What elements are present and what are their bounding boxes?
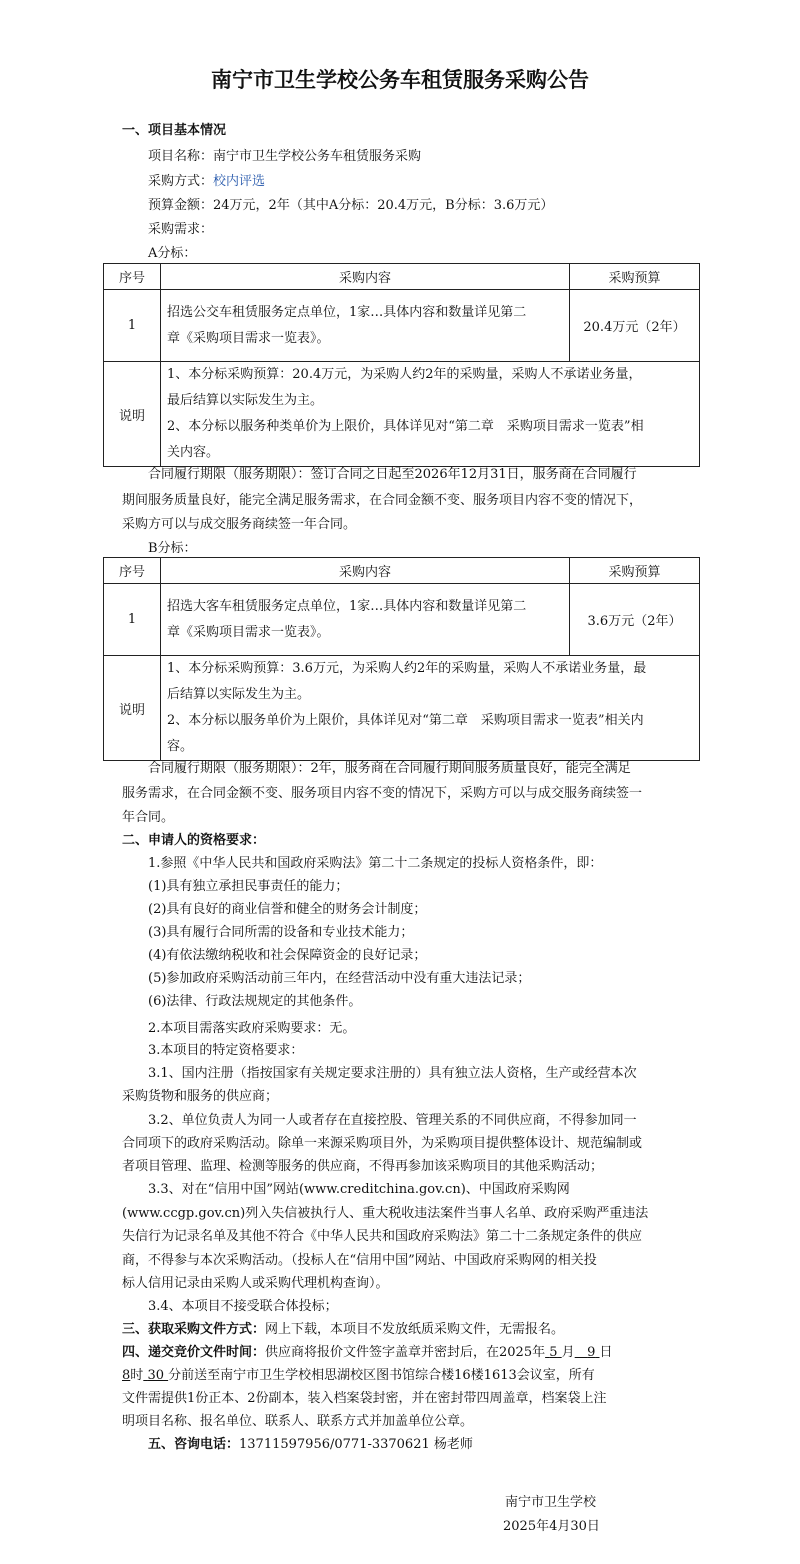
row-budget: 3.6万元（2年） — [570, 584, 700, 656]
table-header-row — [104, 264, 700, 290]
lot-b-label: B分标： — [148, 541, 197, 556]
method-value: 校内评选 — [213, 174, 266, 189]
project-name: 项目名称：南宁市卫生学校公务车租赁服务采购 — [148, 149, 422, 164]
section2-heading: 二、申请人的资格要求： — [122, 833, 266, 848]
lot-b-period-line: 合同履行期限（服务期限）：2年，服务商在合同履行期间服务质量良好，能完全满足 — [148, 761, 631, 776]
special-req-line: 标人信用记录由采购人或采购代理机构查询）。 — [122, 1276, 389, 1291]
qualification-item: 2.本项目需落实政府采购要求：无。 — [148, 1021, 356, 1036]
lot-a-table — [103, 263, 700, 467]
header-budget: 采购预算 — [570, 264, 700, 290]
contact-phone: 13711597956/0771-3370621 杨老师 — [239, 1437, 473, 1452]
section3-heading: 三、获取采购文件方式： — [122, 1322, 266, 1337]
submission-minute: 30 — [147, 1368, 164, 1383]
table-row — [104, 584, 700, 656]
row-content — [161, 290, 570, 362]
footer-org: 南宁市卫生学校 — [505, 1495, 597, 1510]
submission-hour: 8 — [122, 1368, 131, 1383]
special-req-line: 商，不得参与本次采购活动。（投标人在“信用中国”网站、中国政府采购网的相关投 — [122, 1253, 597, 1268]
lot-a-period-line: 合同履行期限（服务期限）：签订合同之日起至2026年12月31日，服务商在合同履行 — [148, 467, 637, 482]
note-line: 最后结算以实际发生为主。 — [167, 393, 324, 408]
table-note-row — [104, 656, 700, 761]
header-budget: 采购预算 — [570, 558, 700, 584]
table-row — [104, 290, 700, 362]
procurement-demand: 采购需求： — [148, 222, 214, 237]
submission-text: 日 — [599, 1345, 613, 1360]
content-line: 章《采购项目需求一览表》。 — [167, 330, 330, 346]
note-line: 1、本分标采购预算：3.6万元，为采购人约2年的采购量，采购人不承诺业务量，最 — [167, 661, 647, 676]
content-line: 招选大客车租赁服务定点单位，1家…具体内容和数量详见第二 — [167, 598, 527, 614]
header-content: 采购内容 — [161, 558, 570, 584]
qualification-sub: (2)具有良好的商业信誉和健全的财务会计制度； — [148, 902, 427, 917]
note-line: 1、本分标采购预算：20.4万元，为采购人约2年的采购量，采购人不承诺业务量， — [167, 367, 642, 382]
qualification-sub: (5)参加政府采购活动前三年内，在经营活动中没有重大违法记录； — [148, 971, 531, 986]
submission-day: 9 — [587, 1345, 596, 1360]
note-line: 后结算以实际发生为主。 — [167, 687, 311, 702]
row-no: 1 — [104, 584, 161, 656]
qualification-sub: (3)具有履行合同所需的设备和专业技术能力； — [148, 925, 414, 940]
submission-text: 供应商将报价文件签字盖章并密封后，在2025年 — [265, 1345, 546, 1360]
row-budget: 20.4万元（2年） — [570, 290, 700, 362]
submission-text: 分前送至南宁市卫生学校相思湖校区图书馆综合楼16楼1613会议室，所有 — [168, 1368, 595, 1383]
special-req-line: 3.4、本项目不接受联合体投标； — [148, 1299, 338, 1314]
special-req-line: 失信行为记录名单及其他不符合《中华人民共和国政府采购法》第二十二条规定条件的供应 — [122, 1229, 643, 1244]
table-header-row — [104, 558, 700, 584]
method-label: 采购方式： — [148, 174, 214, 189]
lot-a-period-line: 采购方可以与成交服务商续签一年合同。 — [122, 517, 357, 532]
content-line: 招选公交车租赁服务定点单位，1家…具体内容和数量详见第二 — [167, 304, 527, 320]
special-req-line: 者项目管理、监理、检测等服务的供应商，不得再参加该采购项目的其他采购活动； — [122, 1159, 604, 1174]
section3-text: 网上下载，本项目不发放纸质采购文件，无需报名。 — [265, 1322, 565, 1337]
header-no: 序号 — [104, 264, 161, 290]
section4-heading: 四、递交竞价文件时间： — [122, 1345, 266, 1360]
lot-b-period-line: 年合同。 — [122, 810, 175, 825]
qualification-sub: (4)有依法缴纳税收和社会保障资金的良好记录； — [148, 948, 427, 963]
special-req-line: 3.2、单位负责人为同一人或者存在直接控股、管理关系的不同供应商，不得参加同一 — [148, 1113, 637, 1128]
lot-b-period-line: 服务需求，在合同金额不变、服务项目内容不变的情况下，采购方可以与成交服务商续签一 — [122, 786, 643, 801]
note-line: 2、本分标以服务种类单价为上限价，具体详见对“第二章 采购项目需求一览表”相 — [167, 419, 644, 434]
content-line: 章《采购项目需求一览表》。 — [167, 624, 330, 640]
row-content — [161, 584, 570, 656]
note-line: 2、本分标以服务单价为上限价，具体详见对“第二章 采购项目需求一览表”相关内 — [167, 713, 644, 728]
header-no: 序号 — [104, 558, 161, 584]
budget-amount: 预算金额：24万元，2年（其中A分标：20.4万元，B分标：3.6万元） — [148, 198, 554, 213]
section5-heading: 五、咨询电话： — [148, 1437, 240, 1452]
note-label: 说明 — [104, 656, 161, 761]
section5-line — [148, 1436, 473, 1453]
submission-text: 时 — [130, 1368, 144, 1383]
special-req-line: 3.1、国内注册（指按国家有关规定要求注册的）具有独立法人资格，生产或经营本次 — [148, 1066, 637, 1081]
lot-a-label: A分标： — [148, 246, 197, 261]
lot-b-table — [103, 557, 700, 761]
qualification-sub: (6)法律、行政法规规定的其他条件。 — [148, 994, 362, 1009]
qualification-item: 3.本项目的特定资格要求： — [148, 1043, 304, 1058]
header-content: 采购内容 — [161, 264, 570, 290]
submission-month: 5 — [549, 1345, 558, 1360]
submission-text: 月 — [561, 1345, 575, 1360]
footer-date: 2025年4月30日 — [503, 1519, 600, 1534]
section4-line — [122, 1344, 613, 1361]
note-line: 关内容。 — [167, 445, 220, 460]
row-no: 1 — [104, 290, 161, 362]
section4-line — [122, 1367, 595, 1384]
special-req-line: 合同项下的政府采购活动。除单一来源采购项目外，为采购项目提供整体设计、规范编制或 — [122, 1136, 643, 1151]
procurement-method — [148, 173, 265, 190]
section4-line: 明项目名称、报名单位、联系人、联系方式并加盖单位公章。 — [122, 1414, 474, 1429]
section1-heading: 一、项目基本情况 — [122, 123, 227, 138]
section3-line — [122, 1321, 564, 1338]
section4-line: 文件需提供1份正本、2份副本，装入档案袋封密，并在密封带四周盖章，档案袋上注 — [122, 1391, 607, 1406]
qualification-sub: (1)具有独立承担民事责任的能力； — [148, 879, 349, 894]
special-req-line: 采购货物和服务的供应商； — [122, 1089, 279, 1104]
page-title: 南宁市卫生学校公务车租赁服务采购公告 — [211, 68, 589, 92]
note-label: 说明 — [104, 362, 161, 467]
lot-a-period-line: 期间服务质量良好，能完全满足服务需求，在合同金额不变、服务项目内容不变的情况下， — [122, 493, 643, 508]
note-content — [161, 656, 700, 761]
special-req-line: 3.3、对在“信用中国”网站(www.creditchina.gov.cn)、中国政府采购网 — [148, 1182, 570, 1197]
table-note-row — [104, 362, 700, 467]
qualification-item: 1.参照《中华人民共和国政府采购法》第二十二条规定的投标人资格条件，即： — [148, 856, 603, 871]
special-req-line: (www.ccgp.gov.cn)列入失信被执行人、重大税收违法案件当事人名单、政府采购严重违法 — [122, 1206, 649, 1221]
note-line: 容。 — [167, 739, 194, 754]
note-content — [161, 362, 700, 467]
